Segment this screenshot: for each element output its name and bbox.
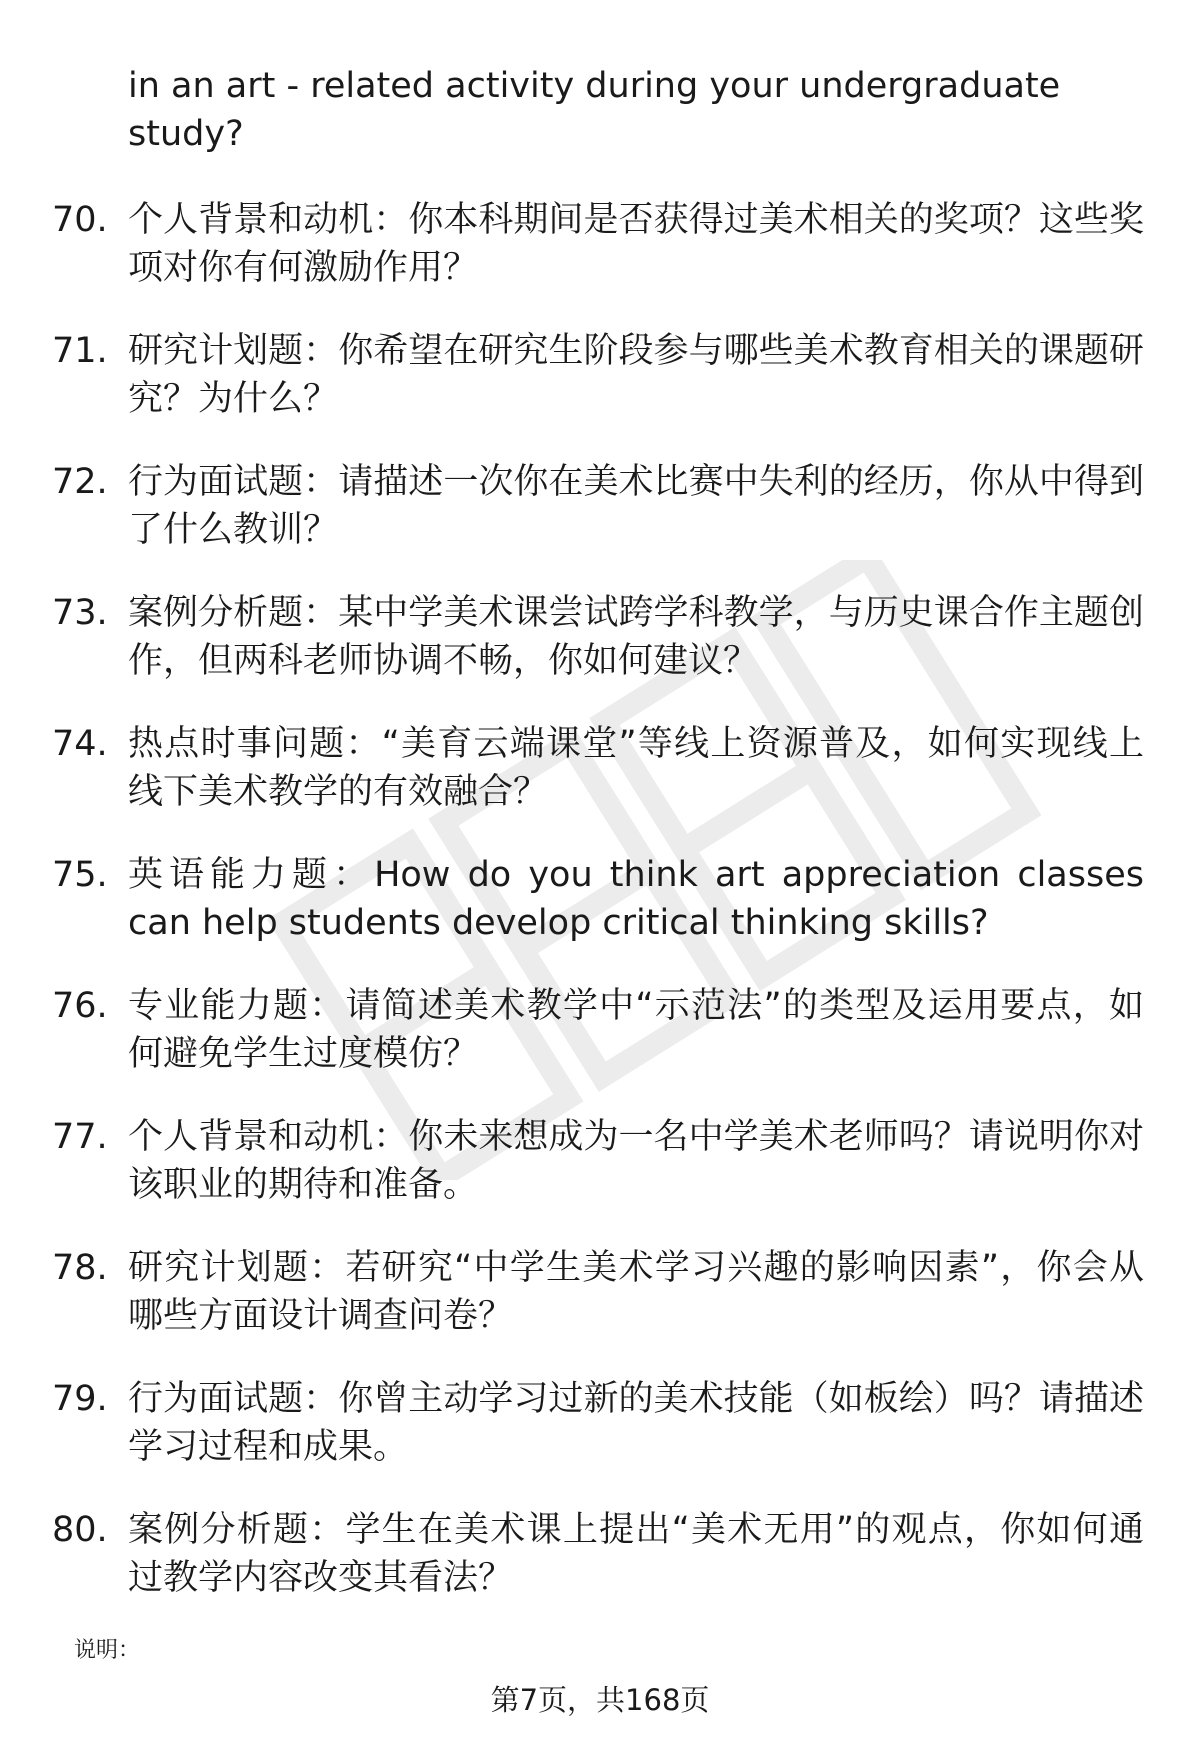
question-item xyxy=(0,1375,1200,1506)
question-list xyxy=(0,196,1200,1637)
question-text: 专业能力题：请简述美术教学中“示范法”的类型及运用要点，如何避免学生过度模仿？ xyxy=(128,986,1144,1074)
question-number: 77. xyxy=(52,1117,108,1157)
question-text: 研究计划题：若研究“中学生美术学习兴趣的影响因素”，你会从哪些方面设计调查问卷？ xyxy=(128,1248,1144,1336)
question-text: 英语能力题：How do you think art appreciation classes can help students develop critical thinking skills? xyxy=(128,855,1144,943)
question-number: 73. xyxy=(52,593,108,633)
question-text: 行为面试题：你曾主动学习过新的美术技能（如板绘）吗？请描述学习过程和成果。 xyxy=(128,1379,1144,1467)
question-text: 个人背景和动机：你未来想成为一名中学美术老师吗？请说明你对该职业的期待和准备。 xyxy=(128,1117,1144,1205)
continuation-text: in an art - related activity during your undergraduate study? xyxy=(128,66,1061,154)
question-number: 72. xyxy=(52,462,108,502)
question-item xyxy=(0,589,1200,720)
question-number: 79. xyxy=(52,1379,108,1419)
question-number: 78. xyxy=(52,1248,108,1288)
question-item xyxy=(0,458,1200,589)
question-item xyxy=(0,851,1200,982)
question-number: 80. xyxy=(52,1510,108,1550)
question-text: 个人背景和动机：你本科期间是否获得过美术相关的奖项？这些奖项对你有何激励作用？ xyxy=(128,200,1144,288)
question-item xyxy=(0,1506,1200,1637)
question-number: 74. xyxy=(52,724,108,764)
page-footer: 第7页，共168页 xyxy=(490,1683,710,1717)
question-text: 行为面试题：请描述一次你在美术比赛中失利的经历，你从中得到了什么教训？ xyxy=(128,462,1144,550)
question-item xyxy=(0,982,1200,1113)
question-item xyxy=(0,327,1200,458)
note-label: 说明： xyxy=(74,1638,141,1663)
question-item xyxy=(0,1244,1200,1375)
question-text: 案例分析题：某中学美术课尝试跨学科教学，与历史课合作主题创作，但两科老师协调不畅，你如何建议？ xyxy=(128,593,1144,681)
question-item xyxy=(0,720,1200,851)
question-item xyxy=(0,196,1200,327)
question-item xyxy=(0,1113,1200,1244)
question-number: 70. xyxy=(52,200,108,240)
question-text: 研究计划题：你希望在研究生阶段参与哪些美术教育相关的课题研究？为什么？ xyxy=(128,331,1144,419)
question-number: 71. xyxy=(52,331,108,371)
question-text: 案例分析题：学生在美术课上提出“美术无用”的观点，你如何通过教学内容改变其看法？ xyxy=(128,1510,1144,1598)
question-number: 75. xyxy=(52,855,108,895)
question-number: 76. xyxy=(52,986,108,1026)
question-text: 热点时事问题：“美育云端课堂”等线上资源普及，如何实现线上线下美术教学的有效融合？ xyxy=(128,724,1144,812)
